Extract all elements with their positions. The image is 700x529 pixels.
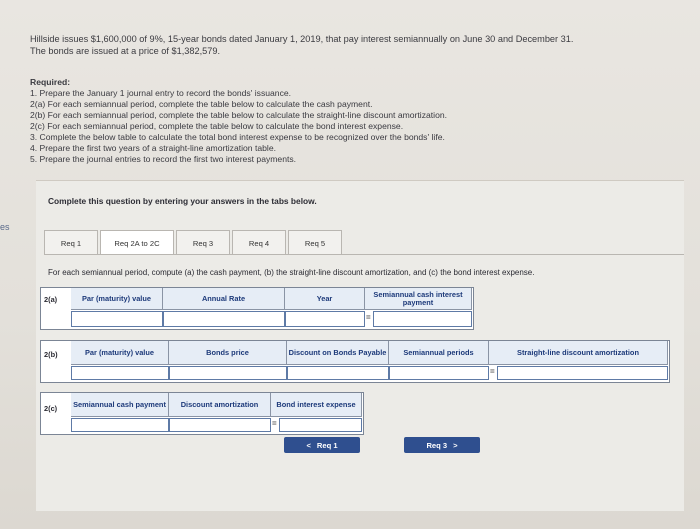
required-item-1: 1. Prepare the January 1 journal entry to record the bonds' issuance. [30, 88, 292, 98]
table-2b-label: 2(b) [44, 350, 58, 359]
equals-sign: = [490, 367, 495, 376]
table-2b-header-bonds-price: Bonds price [169, 341, 287, 365]
problem-line-1: Hillside issues $1,600,000 of 9%, 15-year bonds dated January 1, 2019, that pay interest semiannually on June 30 and December 31. [30, 34, 574, 44]
table-2a-header-annual-rate: Annual Rate [163, 288, 285, 310]
equals-sign: = [366, 313, 371, 322]
required-item-4: 4. Prepare the first two years of a straight-line amortization table. [30, 143, 276, 153]
problem-line-2: The bonds are issued at a price of $1,382,579. [30, 46, 221, 56]
equals-sign: = [272, 419, 277, 428]
table-2b-par-value-input[interactable] [71, 366, 169, 380]
tab-req-3[interactable]: Req 3 [176, 230, 230, 255]
tab-req-1[interactable]: Req 1 [44, 230, 98, 255]
required-heading: Required: [30, 77, 71, 87]
table-2a-annual-rate-input[interactable] [163, 311, 285, 327]
table-2a-header-par-value: Par (maturity) value [71, 288, 163, 310]
table-2c-discount-amortization-input[interactable] [169, 418, 271, 432]
table-2b-discount-input[interactable] [287, 366, 389, 380]
chevron-left-icon: < [306, 440, 311, 450]
table-2a-interest-payment-input[interactable] [373, 311, 472, 327]
table-2a-header-year: Year [285, 288, 365, 310]
table-2a [40, 287, 474, 330]
table-2a-year-input[interactable] [285, 311, 365, 327]
prev-req-button[interactable] [284, 437, 360, 453]
edge-text: es [0, 222, 10, 232]
next-req-button[interactable] [404, 437, 480, 453]
table-2b-bonds-price-input[interactable] [169, 366, 287, 380]
table-2a-label: 2(a) [44, 295, 58, 304]
instruction-text: For each semiannual period, compute (a) the cash payment, (b) the straight-line discount amortization, and (c) the bond interest expense. [48, 268, 535, 277]
required-item-3: 3. Complete the below table to calculate the total bond interest expense to be recognized over the bonds' life. [30, 132, 445, 142]
required-section [30, 77, 670, 165]
table-2b-header-discount: Discount on Bonds Payable [287, 341, 389, 365]
required-item-5: 5. Prepare the journal entries to record the first two interest payments. [30, 154, 297, 164]
table-2c-interest-expense-input[interactable] [279, 418, 362, 432]
table-2a-par-value-input[interactable] [71, 311, 163, 327]
chevron-right-icon: > [453, 440, 458, 450]
table-2b [40, 340, 670, 383]
table-2a-header-semiannual-interest: Semiannual cash interest payment [365, 288, 472, 310]
tab-req-4[interactable]: Req 4 [232, 230, 286, 255]
tab-req-2a-to-2c[interactable]: Req 2A to 2C [100, 230, 174, 255]
table-2b-header-straight-line-amortization: Straight-line discount amortization [489, 341, 668, 365]
table-2b-amortization-input[interactable] [497, 366, 668, 380]
required-item-2a: 2(a) For each semiannual period, complete the table below to calculate the cash payment. [30, 99, 373, 109]
tab-divider [44, 254, 684, 255]
table-2c-header-interest-expense: Bond interest expense [271, 393, 362, 417]
table-2b-header-par-value: Par (maturity) value [71, 341, 169, 365]
next-req-label: Req 3 [426, 440, 448, 450]
table-2c-header-cash-payment: Semiannual cash payment [71, 393, 169, 417]
required-item-2c: 2(c) For each semiannual period, complete the table below to calculate the bond interest expense. [30, 121, 404, 131]
tab-req-5[interactable]: Req 5 [288, 230, 342, 255]
table-2c-header-discount-amortization: Discount amortization [169, 393, 271, 417]
table-2b-periods-input[interactable] [389, 366, 489, 380]
complete-prompt: Complete this question by entering your answers in the tabs below. [48, 196, 317, 206]
table-2b-header-semiannual-periods: Semiannual periods [389, 341, 489, 365]
table-2c [40, 392, 364, 435]
prev-req-label: Req 1 [316, 440, 338, 450]
required-item-2b: 2(b) For each semiannual period, complete the table below to calculate the straight-line discount amortization. [30, 110, 448, 120]
table-2c-label: 2(c) [44, 404, 58, 413]
problem-statement [30, 33, 690, 57]
table-2c-cash-payment-input[interactable] [71, 418, 169, 432]
tab-bar [44, 230, 344, 255]
